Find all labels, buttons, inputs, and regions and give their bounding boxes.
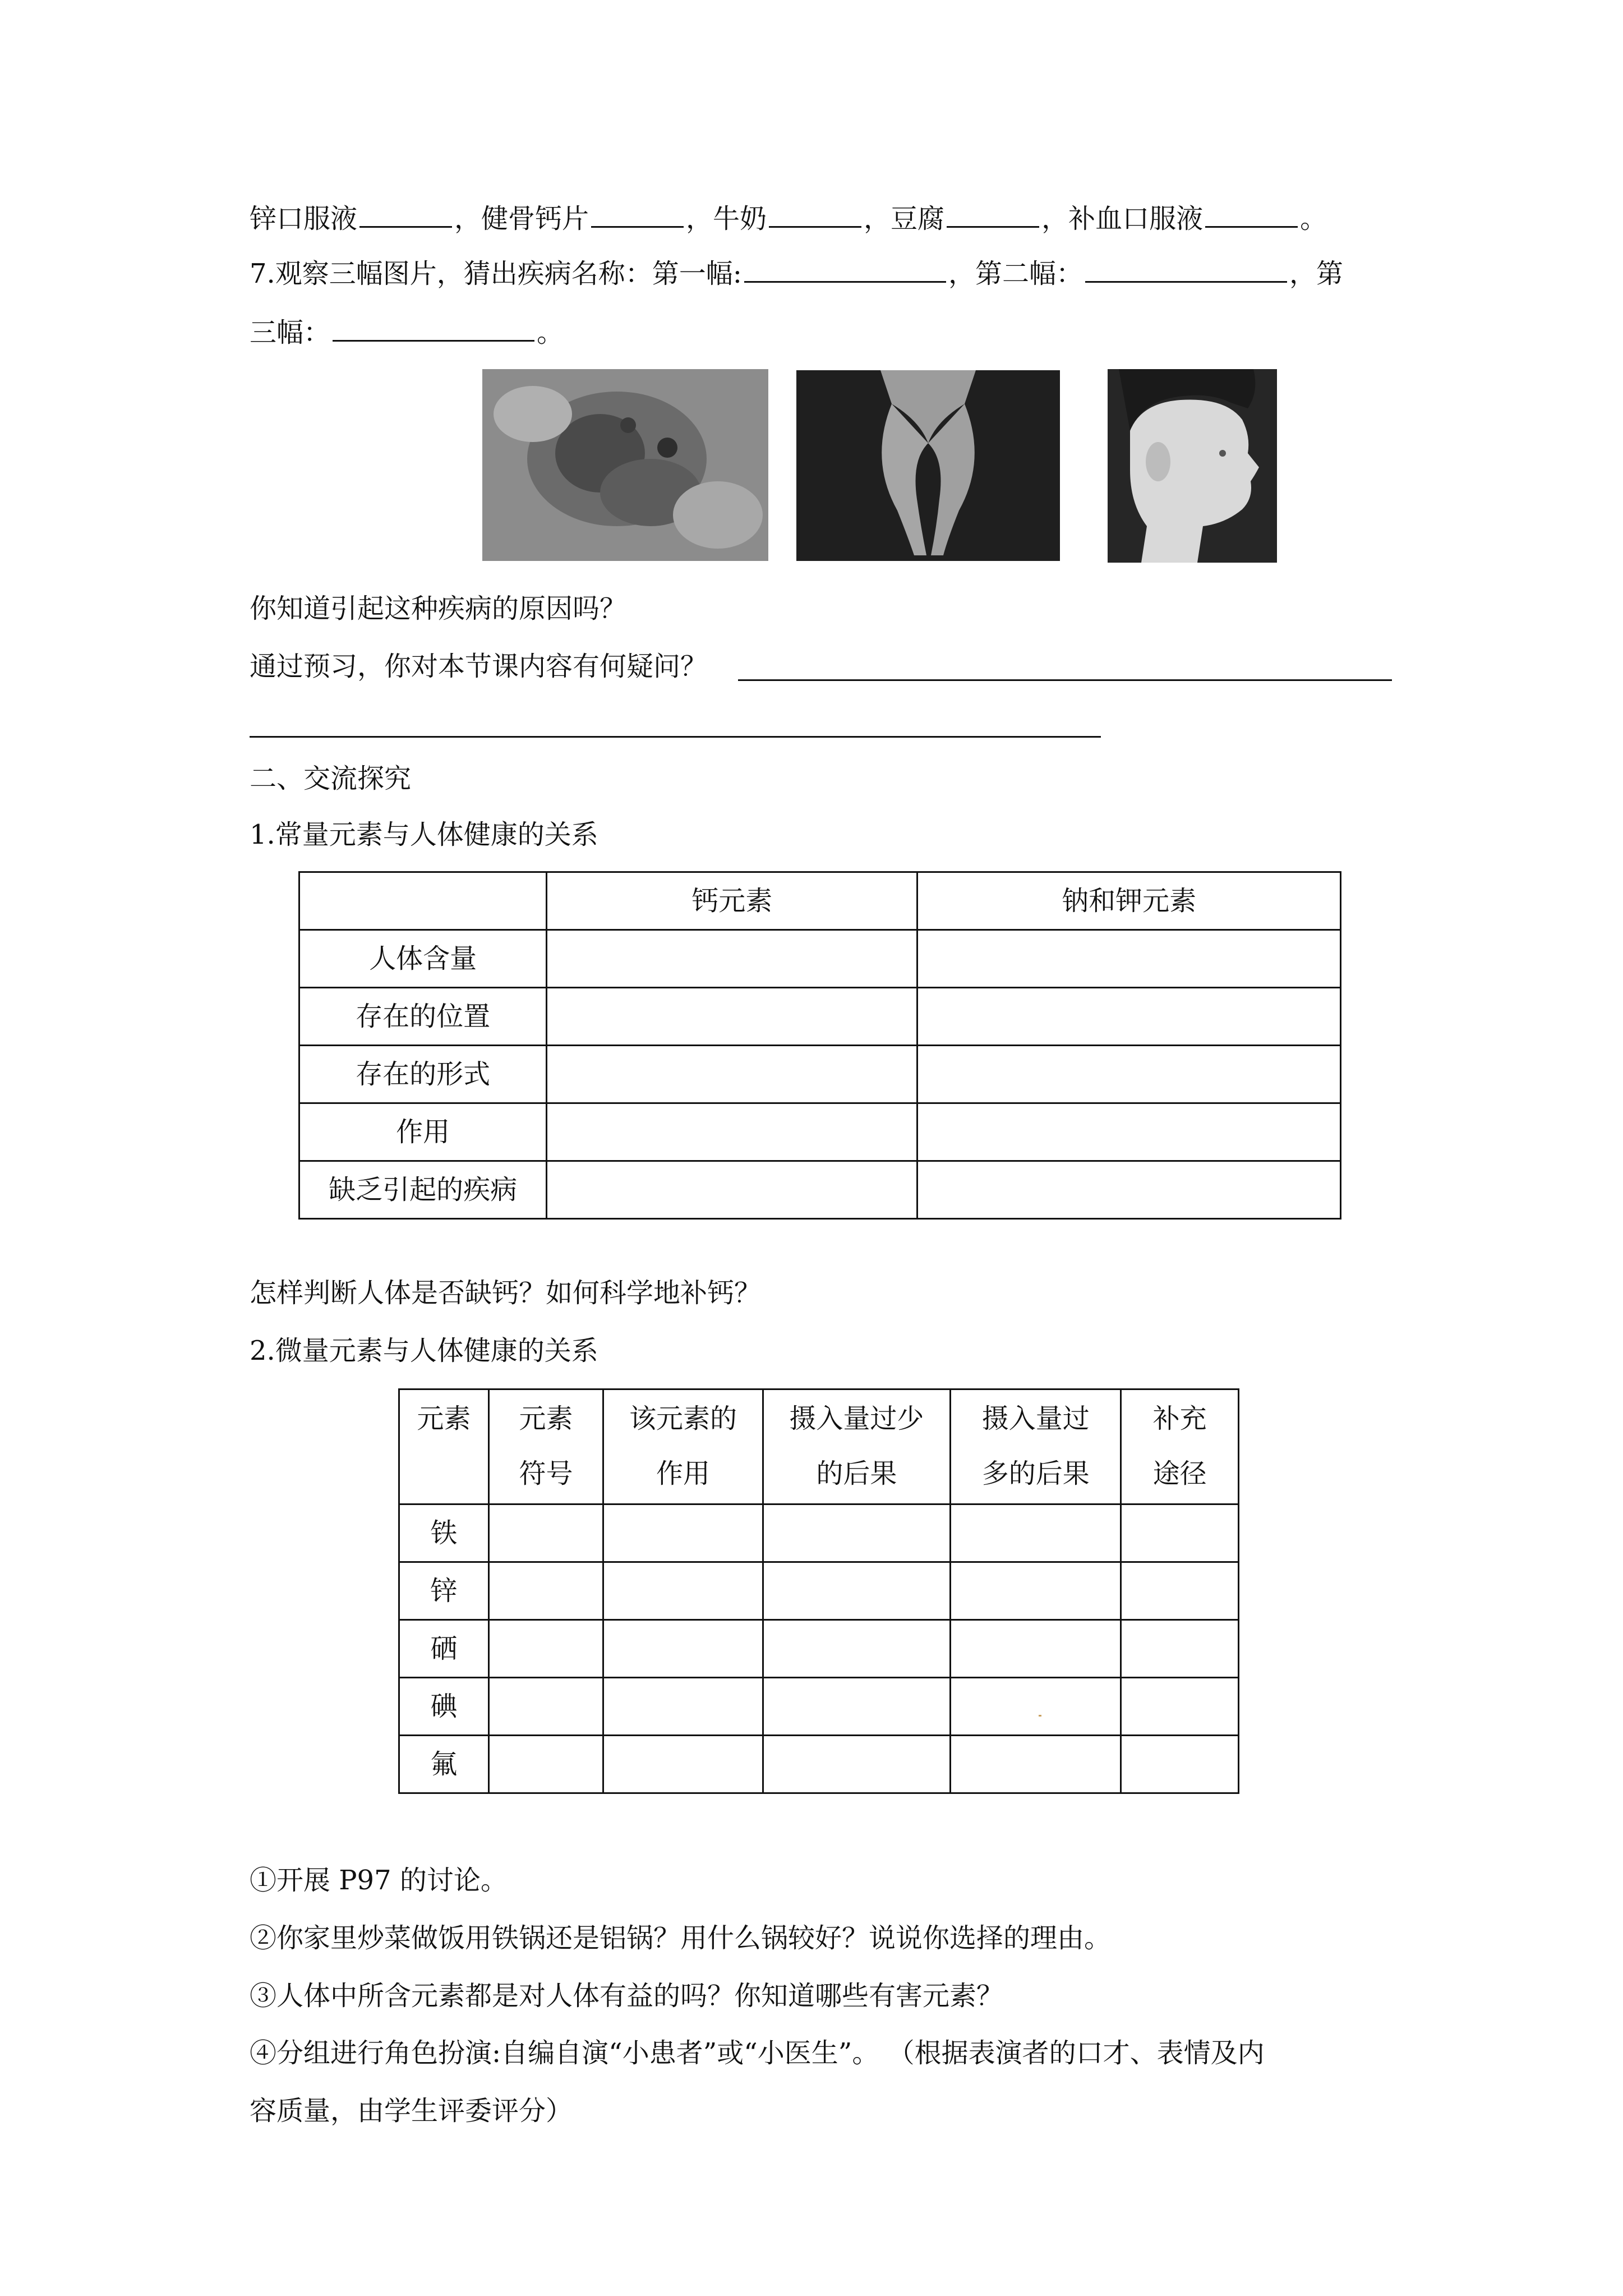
q7-third-tail: ，第 — [1289, 258, 1344, 289]
section-2-title: 二、交流探究 — [250, 763, 412, 794]
header-line: 作用 — [656, 1458, 711, 1489]
table-cell[interactable] — [917, 988, 1341, 1046]
stray-mark — [1039, 1715, 1041, 1717]
table-row — [299, 930, 1341, 988]
disease-photo-1 — [482, 369, 768, 561]
q7-line-2 — [250, 314, 564, 349]
table-cell[interactable] — [603, 1736, 763, 1793]
table-cell[interactable] — [488, 1678, 603, 1736]
table-cell[interactable] — [1121, 1736, 1239, 1793]
disease-photo-2 — [796, 370, 1060, 561]
q6-line — [250, 200, 1327, 236]
header-line: 元素 — [417, 1403, 471, 1434]
table-row — [399, 1620, 1239, 1678]
row-label: 铁 — [399, 1504, 489, 1562]
discussion-item-2: ②你家里炒菜做饭用铁锅还是铝锅？用什么锅较好？说说你选择的理由。 — [250, 1922, 1112, 1954]
q7-prefix: 7.观察三幅图片，猜出疾病名称：第一幅: — [250, 258, 742, 289]
q6-item-1: 锌口服液 — [250, 203, 358, 234]
table-cell[interactable] — [547, 1103, 917, 1161]
q7-line-1 — [250, 255, 1343, 291]
table-cell[interactable] — [547, 988, 917, 1046]
header-line: 元素 — [519, 1403, 573, 1434]
table-cell[interactable] — [951, 1678, 1121, 1736]
discussion-item-3: ③人体中所含元素都是对人体有益的吗？你知道哪些有害元素？ — [250, 1980, 1004, 2012]
goiter-photo-svg — [482, 369, 768, 561]
table-cell[interactable] — [488, 1504, 603, 1562]
disease-photo-3 — [1108, 369, 1277, 563]
table1-header-row — [299, 872, 1341, 930]
table2-header-excess — [951, 1389, 1121, 1504]
header-line: 的后果 — [816, 1458, 897, 1489]
row-label: 碘 — [399, 1678, 489, 1736]
q7-line2-end: 。 — [537, 317, 564, 348]
table-cell[interactable] — [547, 1046, 917, 1103]
blank-first[interactable] — [744, 255, 946, 283]
table-cell[interactable] — [547, 1161, 917, 1219]
blank-4[interactable] — [947, 200, 1039, 228]
table-row — [399, 1736, 1239, 1793]
table-cell[interactable] — [917, 1103, 1341, 1161]
child-profile-svg — [1108, 369, 1277, 563]
table-row — [299, 1161, 1341, 1219]
table-cell[interactable] — [951, 1504, 1121, 1562]
table-cell[interactable] — [951, 1562, 1121, 1620]
table-cell[interactable] — [488, 1736, 603, 1793]
table-row — [399, 1562, 1239, 1620]
row-label: 锌 — [399, 1562, 489, 1620]
discussion-item-4: ④分组进行角色扮演:自编自演“小患者”或“小医生”。 （根据表演者的口才、表情及内 — [250, 2037, 1265, 2069]
table-cell[interactable] — [1121, 1678, 1239, 1736]
table-cell[interactable] — [603, 1678, 763, 1736]
table-cell[interactable] — [763, 1736, 950, 1793]
table2-header-symbol — [488, 1389, 603, 1504]
row-label: 存在的位置 — [299, 988, 547, 1046]
table-cell[interactable] — [917, 930, 1341, 988]
table-cell[interactable] — [547, 930, 917, 988]
table-cell[interactable] — [1121, 1620, 1239, 1678]
table-cell[interactable] — [603, 1620, 763, 1678]
table-cell[interactable] — [763, 1678, 950, 1736]
header-line: 补充 — [1152, 1403, 1207, 1434]
table-row — [299, 988, 1341, 1046]
table2-header-supplement — [1121, 1389, 1239, 1504]
q6-item-4: ，豆腐 — [864, 203, 945, 234]
answer-line-1[interactable] — [738, 679, 1392, 681]
table1-header-sodium-potassium: 钠和钾元素 — [917, 872, 1341, 930]
q6-item-3: ，牛奶 — [686, 203, 767, 234]
table-cell[interactable] — [763, 1562, 950, 1620]
rickets-legs-svg — [796, 370, 1060, 561]
table2-header-function — [603, 1389, 763, 1504]
row-label: 硒 — [399, 1620, 489, 1678]
row-label: 氟 — [399, 1736, 489, 1793]
row-label: 存在的形式 — [299, 1046, 547, 1103]
calcium-question: 怎样判断人体是否缺钙？如何科学地补钙？ — [250, 1277, 762, 1309]
header-line: 摄入量过 — [981, 1403, 1090, 1434]
row-label: 人体含量 — [299, 930, 547, 988]
table-cell[interactable] — [1121, 1562, 1239, 1620]
q6-item-2: ，健骨钙片 — [454, 203, 589, 234]
q6-item-5: ，补血口服液 — [1041, 203, 1204, 234]
table-cell[interactable] — [1121, 1504, 1239, 1562]
table-row — [399, 1678, 1239, 1736]
table-cell[interactable] — [603, 1562, 763, 1620]
table-cell[interactable] — [763, 1620, 950, 1678]
table1-header-calcium: 钙元素 — [547, 872, 917, 930]
blank-second[interactable] — [1085, 255, 1287, 283]
trace-elements-table — [398, 1388, 1239, 1794]
table-cell[interactable] — [488, 1562, 603, 1620]
table2-header-deficiency — [763, 1389, 950, 1504]
table2-header-row — [399, 1389, 1239, 1504]
blank-3[interactable] — [769, 200, 861, 228]
table-row — [399, 1504, 1239, 1562]
table-row — [299, 1103, 1341, 1161]
table-row — [299, 1046, 1341, 1103]
blank-5[interactable] — [1205, 200, 1298, 228]
header-line: 摄入量过少 — [789, 1403, 924, 1434]
table2-header-element — [399, 1389, 489, 1504]
header-line: 多的后果 — [981, 1458, 1090, 1489]
blank-third[interactable] — [333, 314, 534, 342]
row-label: 缺乏引起的疾病 — [299, 1161, 547, 1219]
part-2-title: 2.微量元素与人体健康的关系 — [250, 1335, 598, 1366]
q7-line2-prefix: 三幅： — [250, 317, 331, 348]
blank-2[interactable] — [591, 200, 684, 228]
q7-second: ，第二幅： — [948, 258, 1083, 289]
question-cause: 你知道引起这种疾病的原因吗？ — [250, 593, 627, 624]
blank-1[interactable] — [359, 200, 452, 228]
header-line: 途径 — [1152, 1458, 1207, 1489]
table-cell[interactable] — [951, 1736, 1121, 1793]
table-cell[interactable] — [951, 1620, 1121, 1678]
row-label: 作用 — [299, 1103, 547, 1161]
discussion-item-5: 容质量，由学生评委评分） — [250, 2095, 573, 2127]
table-cell[interactable] — [488, 1620, 603, 1678]
table-cell[interactable] — [603, 1504, 763, 1562]
part-1-title: 1.常量元素与人体健康的关系 — [250, 819, 598, 850]
answer-line-2[interactable] — [250, 736, 1101, 738]
table-cell[interactable] — [917, 1046, 1341, 1103]
table-cell[interactable] — [917, 1161, 1341, 1219]
header-line: 该元素的 — [629, 1403, 737, 1434]
question-preview: 通过预习，你对本节课内容有何疑问？ — [250, 651, 708, 682]
q6-end: 。 — [1300, 203, 1327, 234]
header-line: 符号 — [519, 1458, 573, 1489]
table1-header-empty — [299, 872, 547, 930]
table-cell[interactable] — [763, 1504, 950, 1562]
discussion-item-1: ①开展 P97 的讨论。 — [250, 1865, 508, 1896]
macro-elements-table — [298, 871, 1341, 1220]
